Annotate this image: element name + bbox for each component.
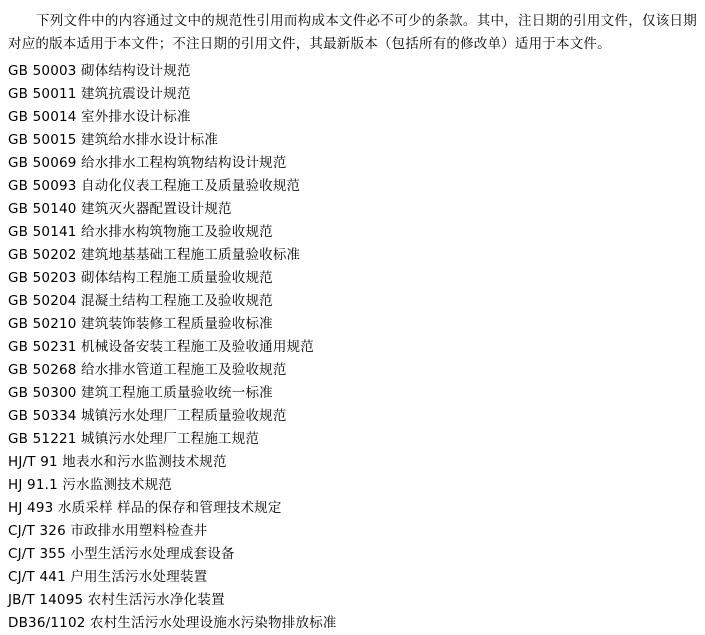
normative-references-list: [8, 60, 697, 635]
list-item: GB 50015 建筑给水排水设计标准: [8, 132, 219, 148]
list-item: GB 50268 给水排水管道工程施工及验收规范: [8, 362, 287, 378]
list-item: GB 50204 混凝土结构工程施工及验收规范: [8, 293, 273, 309]
intro-paragraph: 下列文件中的内容通过文中的规范性引用而构成本文件必不可少的条款。其中，注日期的引用文件，仅该日期对应的版本适用于本文件；不注日期的引用文件，其最新版本（包括所有的修改单）适用于本文件。: [8, 13, 697, 52]
list-item: CJ/T 326 市政排水用塑料检查井: [8, 523, 208, 539]
list-item: GB 50203 砌体结构工程施工质量验收规范: [8, 270, 273, 286]
list-item: GB 50003 砌体结构设计规范: [8, 63, 191, 79]
list-item: JB/T 14095 农村生活污水净化装置: [8, 592, 225, 608]
list-item: GB 50231 机械设备安装工程施工及验收通用规范: [8, 339, 314, 355]
list-item: CJ/T 355 小型生活污水处理成套设备: [8, 546, 235, 562]
list-item: GB 50141 给水排水构筑物施工及验收规范: [8, 224, 273, 240]
list-item: GB 50202 建筑地基基础工程施工质量验收标准: [8, 247, 301, 263]
list-item: GB 50334 城镇污水处理厂工程质量验收规范: [8, 408, 287, 424]
list-item: GB 50011 建筑抗震设计规范: [8, 86, 191, 102]
list-item: CJ/T 441 户用生活污水处理装置: [8, 569, 208, 585]
list-item: GB 50093 自动化仪表工程施工及质量验收规范: [8, 178, 301, 194]
list-item: GB 51221 城镇污水处理厂工程施工规范: [8, 431, 260, 447]
list-item: GB 50069 给水排水工程构筑物结构设计规范: [8, 155, 287, 171]
list-item: HJ 91.1 污水监测技术规范: [8, 477, 172, 493]
list-item: GB 50140 建筑灭火器配置设计规范: [8, 201, 232, 217]
list-item: HJ/T 91 地表水和污水监测技术规范: [8, 454, 227, 470]
list-item: HJ 493 水质采样 样品的保存和管理技术规定: [8, 500, 282, 516]
list-item: DB36/1102 农村生活污水处理设施水污染物排放标准: [8, 615, 337, 631]
list-item: GB 50300 建筑工程施工质量验收统一标准: [8, 385, 273, 401]
list-item: GB 50210 建筑装饰装修工程质量验收标准: [8, 316, 273, 332]
list-item: GB 50014 室外排水设计标准: [8, 109, 191, 125]
